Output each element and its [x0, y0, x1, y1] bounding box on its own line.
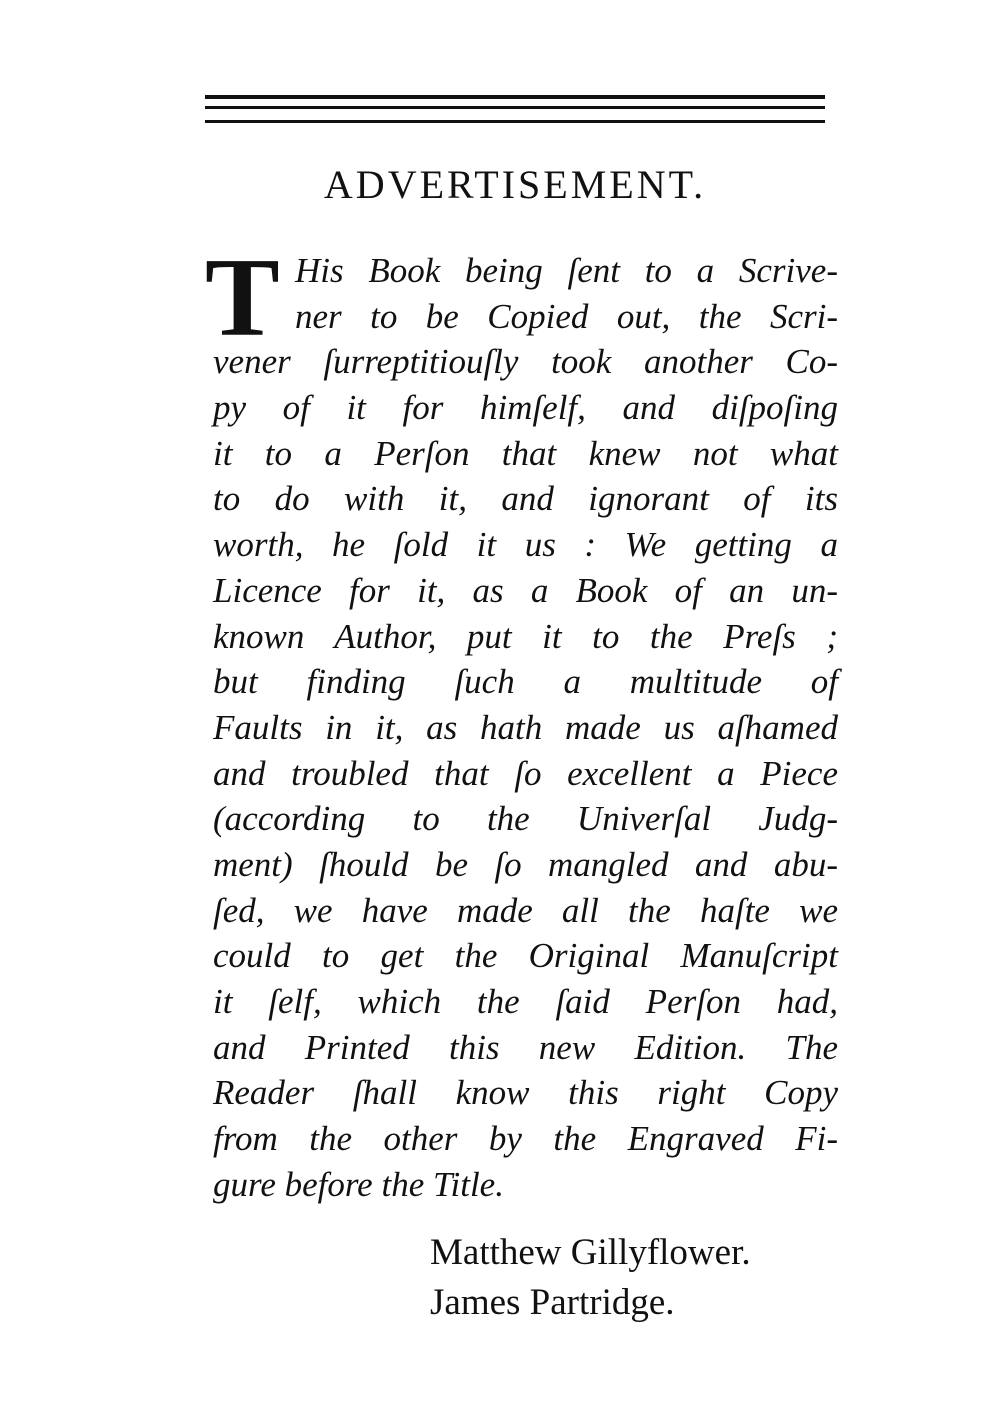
body-line: ner to be Copied out, the Scri-: [295, 296, 838, 336]
body-line: ſed, we have made all the haſte we: [213, 890, 838, 930]
body-line: and troubled that ſo excellent a Piece: [213, 753, 838, 793]
top-rule-thin: [205, 95, 825, 99]
signature-james-partridge: James Partridge.: [430, 1282, 675, 1323]
drop-cap: T: [205, 236, 280, 360]
body-line: His Book being ſent to a Scrive-: [295, 251, 838, 290]
page-heading: ADVERTISEMENT.: [323, 162, 707, 207]
body-line: could to get the Original Manuſcript: [213, 936, 838, 976]
body-line: vener ſurreptitiouſly took another Co-: [213, 342, 838, 382]
body-line: ment) ſhould be ſo mangled and abu-: [213, 844, 838, 884]
body-line: gure before the Title.: [213, 1164, 504, 1204]
body-line: and Printed this new Edition. The: [213, 1027, 838, 1067]
signature-matthew-gillyflower: Matthew Gillyflower.: [430, 1232, 751, 1273]
body-line: to do with it, and ignorant of its: [213, 479, 838, 519]
body-line: it ſelf, which the ſaid Perſon had,: [213, 982, 838, 1021]
advertisement-body: [213, 248, 838, 1207]
top-rule-thick: [205, 106, 825, 109]
body-line: (according to the Univerſal Judg-: [213, 799, 838, 839]
body-line: worth, he ſold it us : We getting a: [213, 525, 838, 565]
signatures: [430, 1228, 860, 1328]
body-line: known Author, put it to the Preſs ;: [213, 616, 838, 656]
body-line: Faults in it, as hath made us aſhamed: [213, 707, 838, 747]
body-line: Reader ſhall know this right Copy: [213, 1073, 838, 1113]
top-rule-bottom: [205, 120, 825, 123]
body-line: it to a Perſon that knew not what: [213, 433, 838, 473]
body-line: py of it for himſelf, and diſpoſing: [213, 388, 838, 428]
body-line: Licence for it, as a Book of an un-: [213, 570, 838, 610]
body-line: from the other by the Engraved Fi-: [213, 1119, 838, 1159]
body-line: but finding ſuch a multitude of: [213, 662, 838, 702]
